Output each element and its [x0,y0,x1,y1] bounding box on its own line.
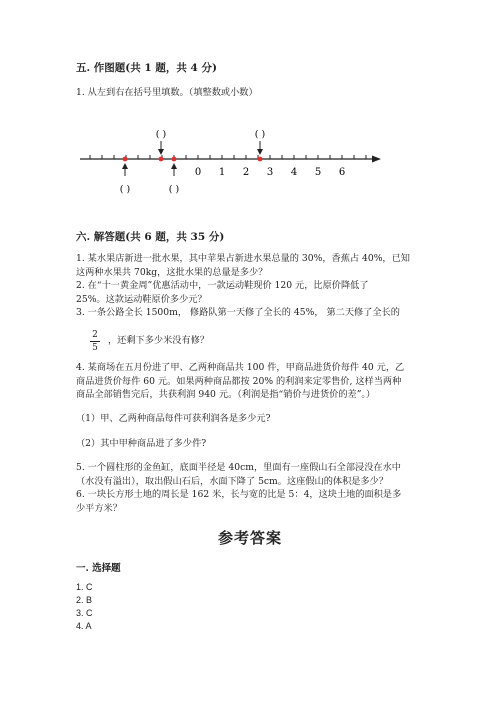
answer-item: 1. C [76,582,93,592]
q4-block [76,361,404,402]
tick-marks [90,155,366,159]
tick-label-2: 2 [242,167,250,178]
question-1-text: 1. 从左到右在括号里填数。（填整数或小数） [76,87,258,98]
arrow-head-icon [372,156,381,163]
answer-item: 4. A [76,621,92,631]
answer-item: 2. B [76,595,93,605]
answer-item: 3. C [76,608,93,618]
q6-line-2: 少平方米？ [76,502,122,514]
tick-label-6: 6 [338,167,346,178]
q1-line-1: 1. 某水果店新进一批水果，其中苹果占新进水果总量的 30%，香蕉占 40%，已知 [76,253,410,264]
tick-label-4: 4 [290,167,298,178]
q4-line-2: 商品进货价每件 60 元。如果两种商品都按 20% 的利润来定零售价, 这样当两种 [76,375,402,387]
fraction-denominator: 5 [92,343,98,353]
number-line-figure [70,120,390,200]
q2-line-2: 25%。这款运动鞋原价多少元？ [76,293,207,305]
q5-q6-block [76,461,401,515]
q1-line-2: 这两种水果共 70kg，这批水果的总量是多少？ [76,266,268,278]
down-arrow-icon [257,141,263,155]
tick-label-3: 3 [266,167,274,178]
red-point-4 [258,157,263,162]
answers-section-heading: 一. 选择题 [76,563,121,574]
q6-line-1: 6. 一块长方形土地的周长是 162 米，长与宽的比是 5：4，这块土地的面积是多 [76,489,402,500]
answers-title: 参考答案 [217,529,282,547]
section-heading-drawing: 五. 作图题(共 1 题，共 4 分) [76,62,217,74]
red-point-2 [159,157,164,162]
q4-line-3: 商品全部销售完后，共获利润 940 元。（利润是指“销价与进货价的差”。） [76,389,376,400]
red-point-3 [172,157,177,162]
q1-2-3-block [76,252,410,320]
q4-sub-2: （2）其中甲种商品进了多少件? [76,438,207,449]
up-arrow-icon [171,163,177,176]
answer-blank-bottom-1: ( ) [119,184,131,195]
tick-label-0: 0 [194,167,202,178]
q2-line-1: 2. 在“十一黄金周”优惠活动中，一款运动鞋现价 120 元，比原价降低了 [76,280,369,291]
down-arrow-icon [158,141,164,155]
answer-blank-top-1: ( ) [155,129,167,140]
answer-blank-top-2: ( ) [254,129,266,140]
section-heading-solve: 六. 解答题(共 6 题，共 35 分) [76,231,225,243]
q4-line-1: 4. 某商场在五月份进了甲、乙两种商品共 100 件，甲商品进货价每件 40 元，乙 [76,362,405,373]
tick-label-1: 1 [218,167,226,178]
q5-line-1: 5. 一个圆柱形的金鱼缸，底面半径是 40cm，里面有一座假山石全部浸没在水中 [76,462,401,473]
q3-line-2: ，还剩下多少米没有修？ [108,335,210,346]
answer-blank-bottom-2: ( ) [168,184,180,195]
q4-sub-1: （1）甲、乙两种商品每件可获利润各是多少元? [76,413,271,424]
answers-list [76,581,93,633]
fraction-two-fifths [90,330,100,353]
tick-labels [195,167,345,178]
fraction-numerator: 2 [92,330,98,340]
up-arrow-icon [122,163,128,176]
tick-label-5: 5 [314,167,322,178]
q3-line-1: 3. 一条公路全长 1500m， 修路队第一天修了全长的 45%， 第二天修了全长的 [76,307,400,318]
red-point-1 [123,157,128,162]
q5-line-2: （水没有溢出），取出假山石后，水面下降了 5cm。这座假山的体积是多少？ [76,475,389,487]
